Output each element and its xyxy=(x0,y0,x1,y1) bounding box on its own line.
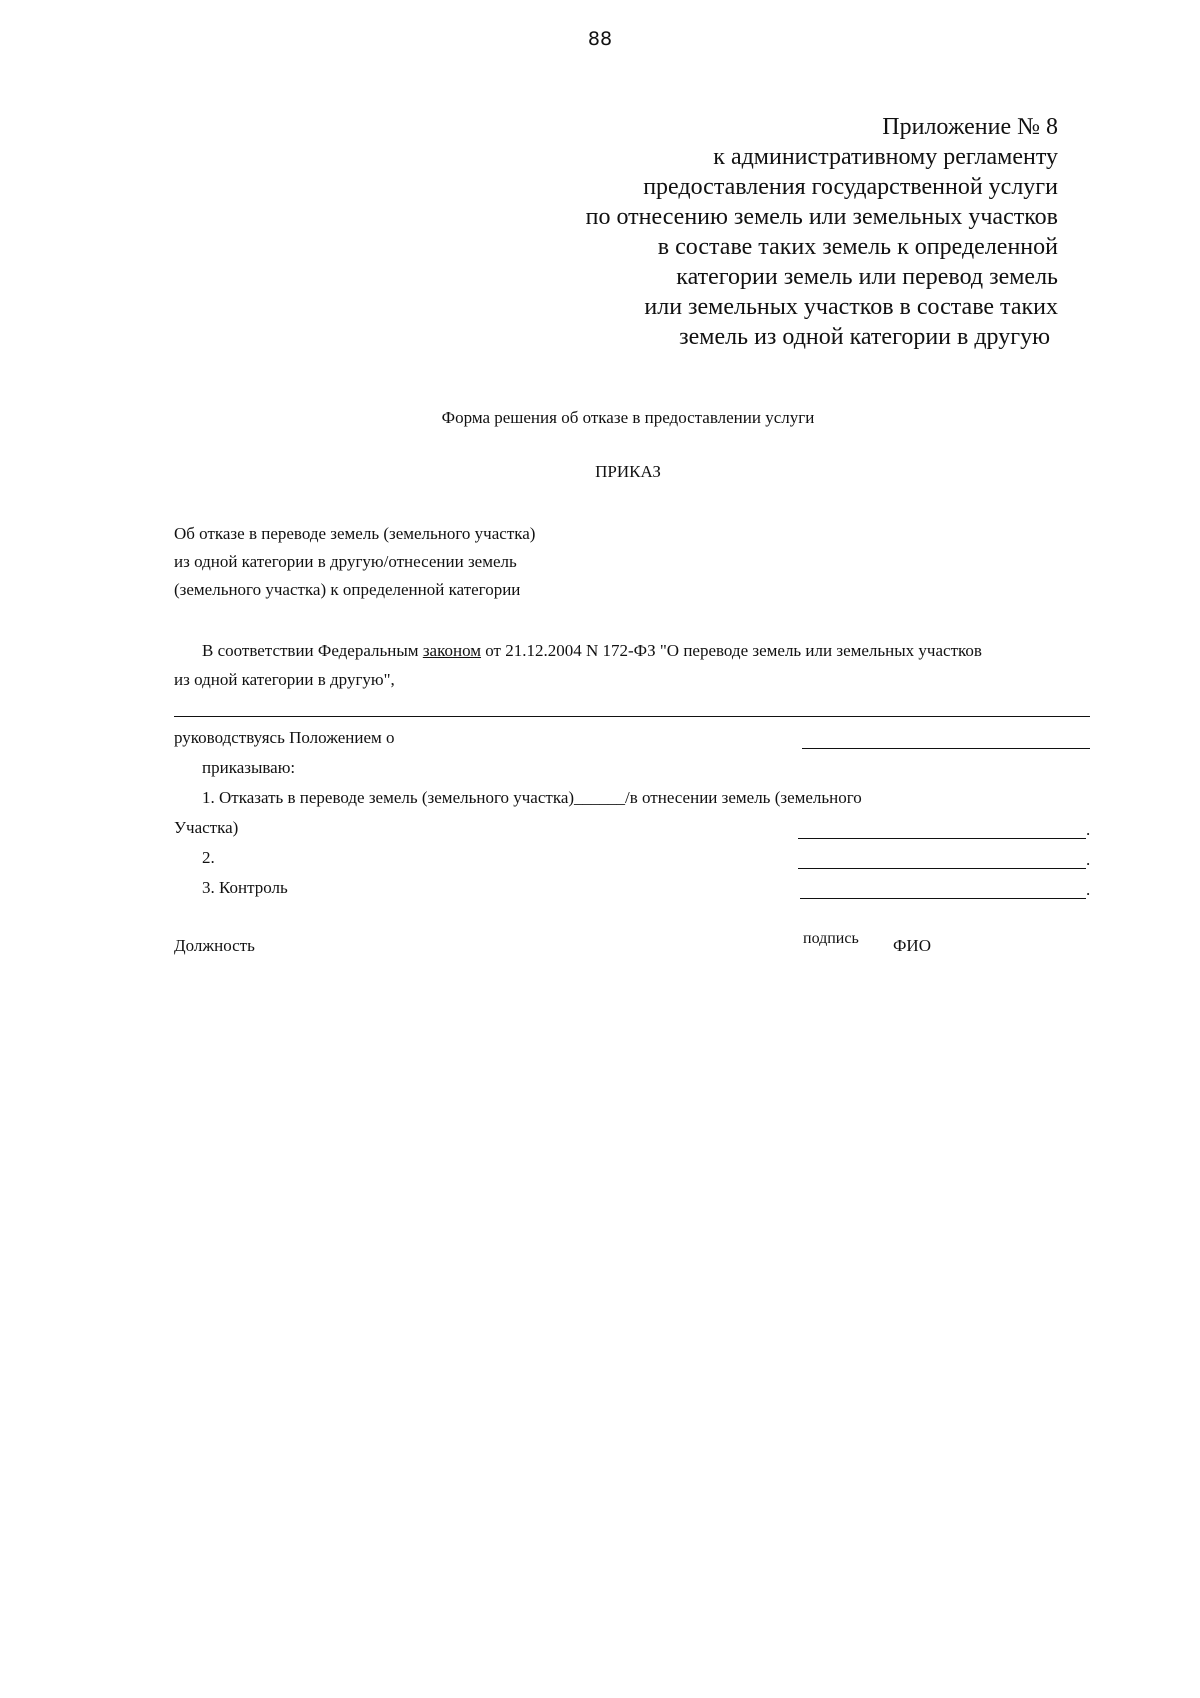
page-number: 88 xyxy=(587,28,613,50)
legal-basis-line xyxy=(174,636,1094,665)
subject-line: (земельного участка) к определенной категории xyxy=(174,580,521,599)
full-name-label: ФИО xyxy=(893,936,931,955)
order-item-1: 1. Отказать в переводе земель (земельного участка)______/в отнесении земель (земельного xyxy=(202,788,862,807)
appendix-line: категории земель или перевод земель xyxy=(676,264,1058,290)
appendix-line: по отнесению земель или земельных участков xyxy=(585,204,1058,230)
legal-basis-suffix: от 21.12.2004 N 172-ФЗ "О переводе земель или земельных участков xyxy=(481,641,982,660)
legal-basis-prefix: В соответствии Федеральным xyxy=(202,641,423,660)
appendix-line: в составе таких земель к определенной xyxy=(657,234,1058,260)
subject-line: Об отказе в переводе земель (земельного участка) xyxy=(174,524,536,543)
position-label: Должность xyxy=(174,936,255,955)
form-title: Форма решения об отказе в предоставлении услуги xyxy=(441,408,815,427)
item3-period: . xyxy=(1086,880,1091,899)
order-item-3: 3. Контроль xyxy=(202,878,288,897)
item1-blank-line xyxy=(798,838,1086,839)
item2-period: . xyxy=(1086,850,1091,869)
item2-blank-line xyxy=(798,868,1086,869)
order-item-1-continued: Участка) xyxy=(174,818,239,837)
order-subject xyxy=(174,520,535,604)
signature-label: подпись xyxy=(803,930,859,947)
law-link[interactable]: законом xyxy=(422,641,482,660)
order-item-2: 2. xyxy=(202,848,215,867)
order-word: приказываю: xyxy=(202,758,296,777)
appendix-line: земель из одной категории в другую xyxy=(679,324,1050,350)
subject-line: из одной категории в другую/отнесении земель xyxy=(174,552,517,571)
regulation-blank-line xyxy=(802,748,1090,749)
legal-basis-line-2: из одной категории в другую", xyxy=(174,670,395,689)
legal-basis-paragraph xyxy=(174,636,1094,694)
appendix-line: к административному регламенту xyxy=(713,144,1058,170)
appendix-line: или земельных участков в составе таких xyxy=(644,294,1058,320)
item1-period: . xyxy=(1086,820,1091,839)
order-title: ПРИКАЗ xyxy=(595,462,661,481)
item3-blank-line xyxy=(800,898,1086,899)
appendix-line: предоставления государственной услуги xyxy=(643,174,1058,200)
appendix-header xyxy=(586,112,1058,352)
fill-in-line xyxy=(174,716,1090,717)
guided-by-text: руководствуясь Положением о xyxy=(174,728,395,747)
appendix-line: Приложение № 8 xyxy=(882,114,1058,140)
